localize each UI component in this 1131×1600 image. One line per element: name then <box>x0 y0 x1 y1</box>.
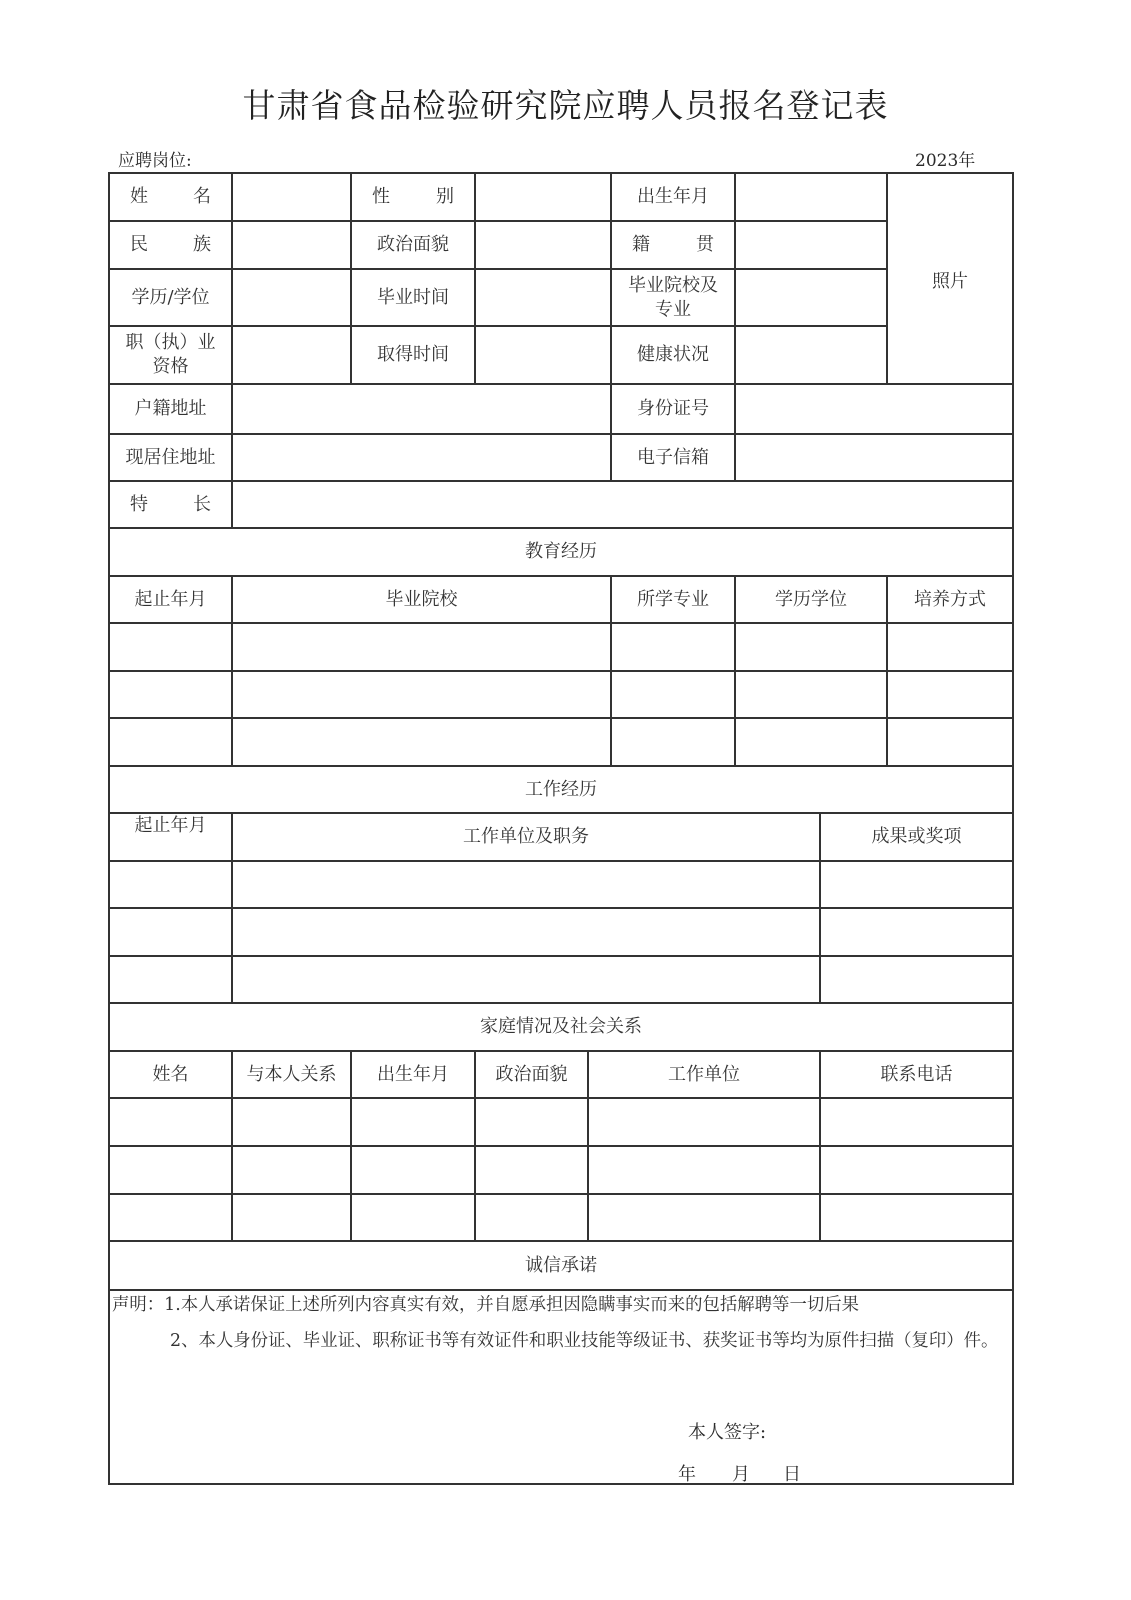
table-border-right <box>1012 172 1014 1484</box>
family-header-birth: 出生年月 <box>377 1063 449 1085</box>
school-major-field[interactable] <box>736 270 886 325</box>
label-text: 职（执）业 <box>125 332 216 353</box>
id-number-field[interactable] <box>736 385 1012 433</box>
label-obtain-time: 取得时间 <box>377 344 449 365</box>
gender-field[interactable] <box>476 174 610 220</box>
label-text: 别 <box>436 186 454 207</box>
pledge-statement-1: 声明：1.本人承诺保证上述所列内容真实有效，并自愿承担因隐瞒事实而来的包括解聘等一切后果 <box>112 1295 860 1315</box>
health-field[interactable] <box>736 327 886 383</box>
label-text: 贯 <box>696 234 714 255</box>
label-health: 健康状况 <box>637 344 709 365</box>
edu-header-period: 起止年月 <box>134 588 207 610</box>
page-title: 甘肃省食品检验研究院应聘人员报名登记表 <box>242 86 889 125</box>
family-header-name: 姓名 <box>152 1063 189 1085</box>
label-email: 电子信箱 <box>637 446 709 468</box>
signature-label: 本人签字: <box>688 1422 767 1443</box>
label-id-number: 身份证号 <box>637 398 709 419</box>
edu-header-school: 毕业院校 <box>385 588 458 610</box>
current-address-field[interactable] <box>233 435 610 480</box>
work-header-period: 起止年月 <box>134 815 207 836</box>
ethnic-field[interactable] <box>233 222 350 268</box>
label-text: 专业 <box>655 298 691 320</box>
photo-label: 照片 <box>932 271 968 292</box>
photo-box[interactable] <box>888 174 1012 383</box>
label-hukou: 户籍地址 <box>134 398 207 419</box>
label-school-major <box>612 270 734 325</box>
label-text: 特 <box>130 493 148 515</box>
date-year: 年 <box>678 1464 696 1485</box>
work-header-awards: 成果或奖项 <box>871 826 962 847</box>
name-field[interactable] <box>233 174 350 220</box>
obtain-time-field[interactable] <box>476 327 610 383</box>
native-field[interactable] <box>736 222 886 268</box>
label-text: 资格 <box>152 356 189 377</box>
label-current-address: 现居住地址 <box>125 446 216 468</box>
table-border-bottom <box>108 1483 1014 1485</box>
section-pledge-title: 诚信承诺 <box>525 1254 597 1276</box>
label-text: 长 <box>193 493 211 515</box>
label-text: 姓 <box>130 186 148 207</box>
label-birth: 出生年月 <box>637 186 709 207</box>
family-header-employer: 工作单位 <box>668 1063 740 1085</box>
specialty-field[interactable] <box>233 482 1012 527</box>
family-rows[interactable] <box>110 1099 1012 1240</box>
edu-header-degree: 学历学位 <box>775 588 847 610</box>
label-native <box>612 222 734 268</box>
family-header-phone: 联系电话 <box>880 1063 953 1085</box>
section-work-title: 工作经历 <box>525 778 597 800</box>
education-field[interactable] <box>233 270 350 325</box>
position-label: 应聘岗位: <box>118 151 192 171</box>
family-header-relation: 与本人关系 <box>246 1063 337 1085</box>
work-header-employer: 工作单位及职务 <box>463 826 589 847</box>
label-ethnic <box>110 222 231 268</box>
label-gender <box>352 174 474 220</box>
label-text: 族 <box>193 234 211 255</box>
email-field[interactable] <box>736 435 1012 480</box>
year-label: 2023年 <box>915 151 976 171</box>
signature-field[interactable] <box>780 1412 980 1442</box>
grad-time-field[interactable] <box>476 270 610 325</box>
label-education: 学历/学位 <box>131 286 210 308</box>
label-text: 籍 <box>632 234 650 255</box>
family-header-political: 政治面貌 <box>495 1063 568 1085</box>
label-grad-time: 毕业时间 <box>377 286 449 308</box>
edu-header-major: 所学专业 <box>637 588 709 610</box>
political-field[interactable] <box>476 222 610 268</box>
label-specialty <box>110 482 231 527</box>
section-family-title: 家庭情况及社会关系 <box>480 1016 642 1037</box>
label-qualification <box>110 327 231 383</box>
label-text: 名 <box>193 186 211 207</box>
label-text: 民 <box>130 234 148 255</box>
section-education-title: 教育经历 <box>525 541 597 562</box>
label-political: 政治面貌 <box>377 234 449 255</box>
education-rows[interactable] <box>110 624 1012 765</box>
birth-field[interactable] <box>736 174 886 220</box>
label-text: 性 <box>372 186 390 207</box>
hukou-field[interactable] <box>233 385 610 433</box>
label-text: 毕业院校及 <box>628 274 718 296</box>
edu-header-mode: 培养方式 <box>914 588 986 610</box>
work-rows[interactable] <box>110 862 1012 1002</box>
date-month: 月 <box>732 1464 750 1485</box>
pledge-statement-2: 2、本人身份证、毕业证、职称证书等有效证件和职业技能等级证书、获奖证书等均为原件扫描（复印）件。 <box>170 1331 999 1351</box>
qualification-field[interactable] <box>233 327 350 383</box>
date-day: 日 <box>783 1464 801 1485</box>
label-name <box>110 174 231 220</box>
